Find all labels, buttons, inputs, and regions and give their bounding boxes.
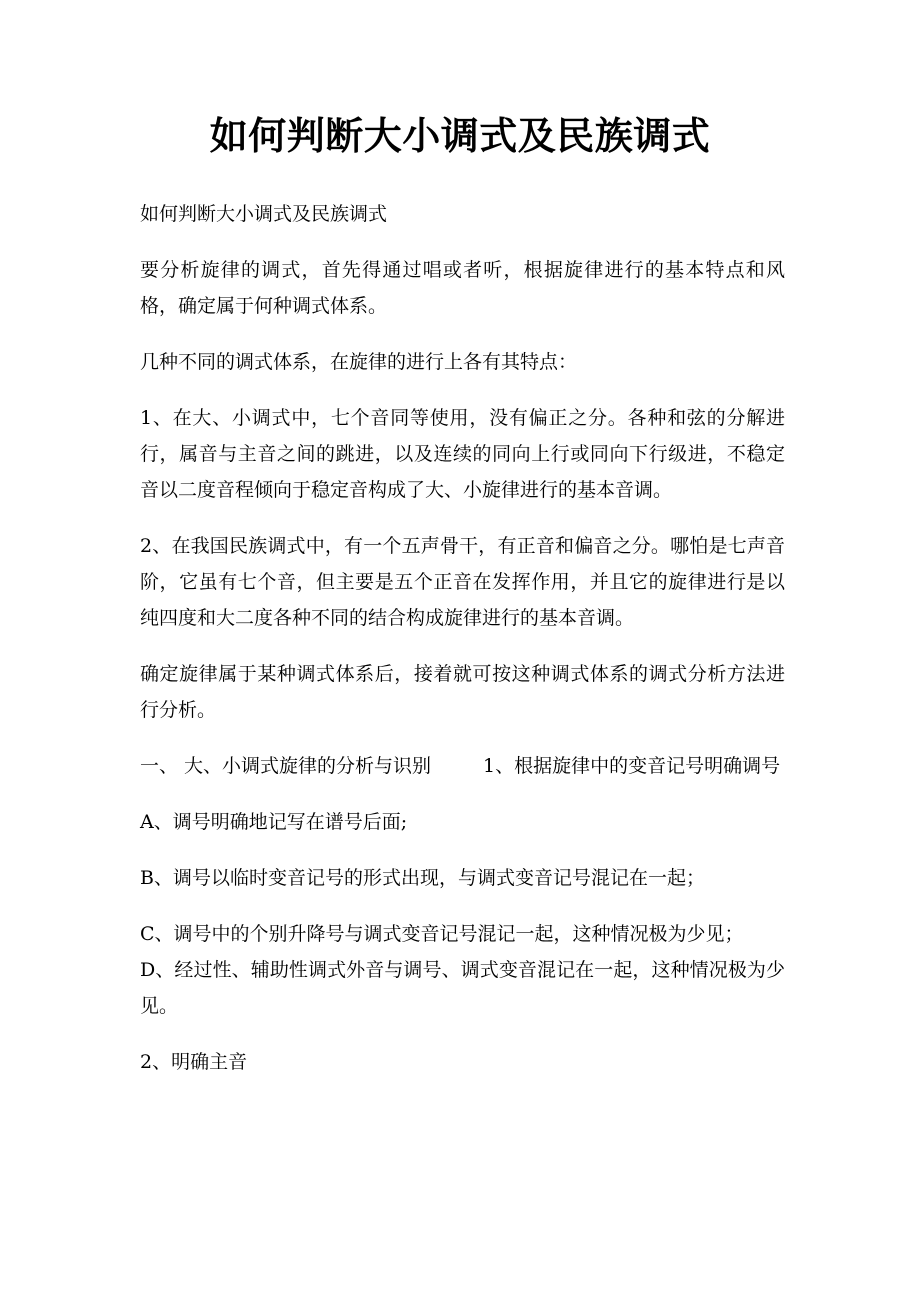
paragraph-item-c: C、调号中的个别升降号与调式变音记号混记一起，这种情况极为少见；: [140, 923, 744, 945]
paragraph-item-d: D、经过性、辅助性调式外音与调号、调式变音混记在一起，这种情况极为少见。: [140, 959, 785, 1017]
document-body: [140, 196, 785, 1100]
document-title: 如何判断大小调式及民族调式: [209, 113, 711, 158]
paragraph-item-b: B、调号以临时变音记号的形式出现，与调式变音记号混记在一起；: [140, 867, 705, 889]
paragraph-intro: 要分析旋律的调式，首先得通过唱或者听，根据旋律进行的基本特点和风格，确定属于何种调式体系。: [140, 259, 785, 317]
paragraph-national-mode: 2、在我国民族调式中，有一个五声骨干，有正音和偏音之分。哪怕是七声音阶，它虽有七个音，但主要是五个正音在发挥作用，并且它的旋律进行是以纯四度和大二度各种不同的结合构成旋律进行的基本音调。: [140, 535, 785, 629]
section-one-heading: 一、 大、小调式旋律的分析与识别: [140, 755, 432, 777]
paragraph-item-a: A、调号明确地记写在谱号后面;: [140, 811, 408, 833]
paragraph-determine-tonic: 2、明确主音: [140, 1051, 248, 1073]
paragraph-analysis-method: 确定旋律属于某种调式体系后，接着就可按这种调式体系的调式分析方法进行分析。: [140, 663, 785, 721]
paragraph-section-one: [140, 748, 785, 784]
paragraph-subtitle: 如何判断大小调式及民族调式: [140, 203, 388, 225]
paragraph-systems: 几种不同的调式体系，在旋律的进行上各有其特点：: [140, 351, 578, 373]
paragraph-major-minor: 1、在大、小调式中，七个音同等使用，没有偏正之分。各种和弦的分解进行，属音与主音之间的跳进，以及连续的同向上行或同向下行级进，不稳定音以二度音程倾向于稳定音构成了大、小旋律进行的基本音调。: [140, 407, 785, 501]
section-one-item-one: 1、根据旋律中的变音记号明确调号: [483, 755, 781, 777]
